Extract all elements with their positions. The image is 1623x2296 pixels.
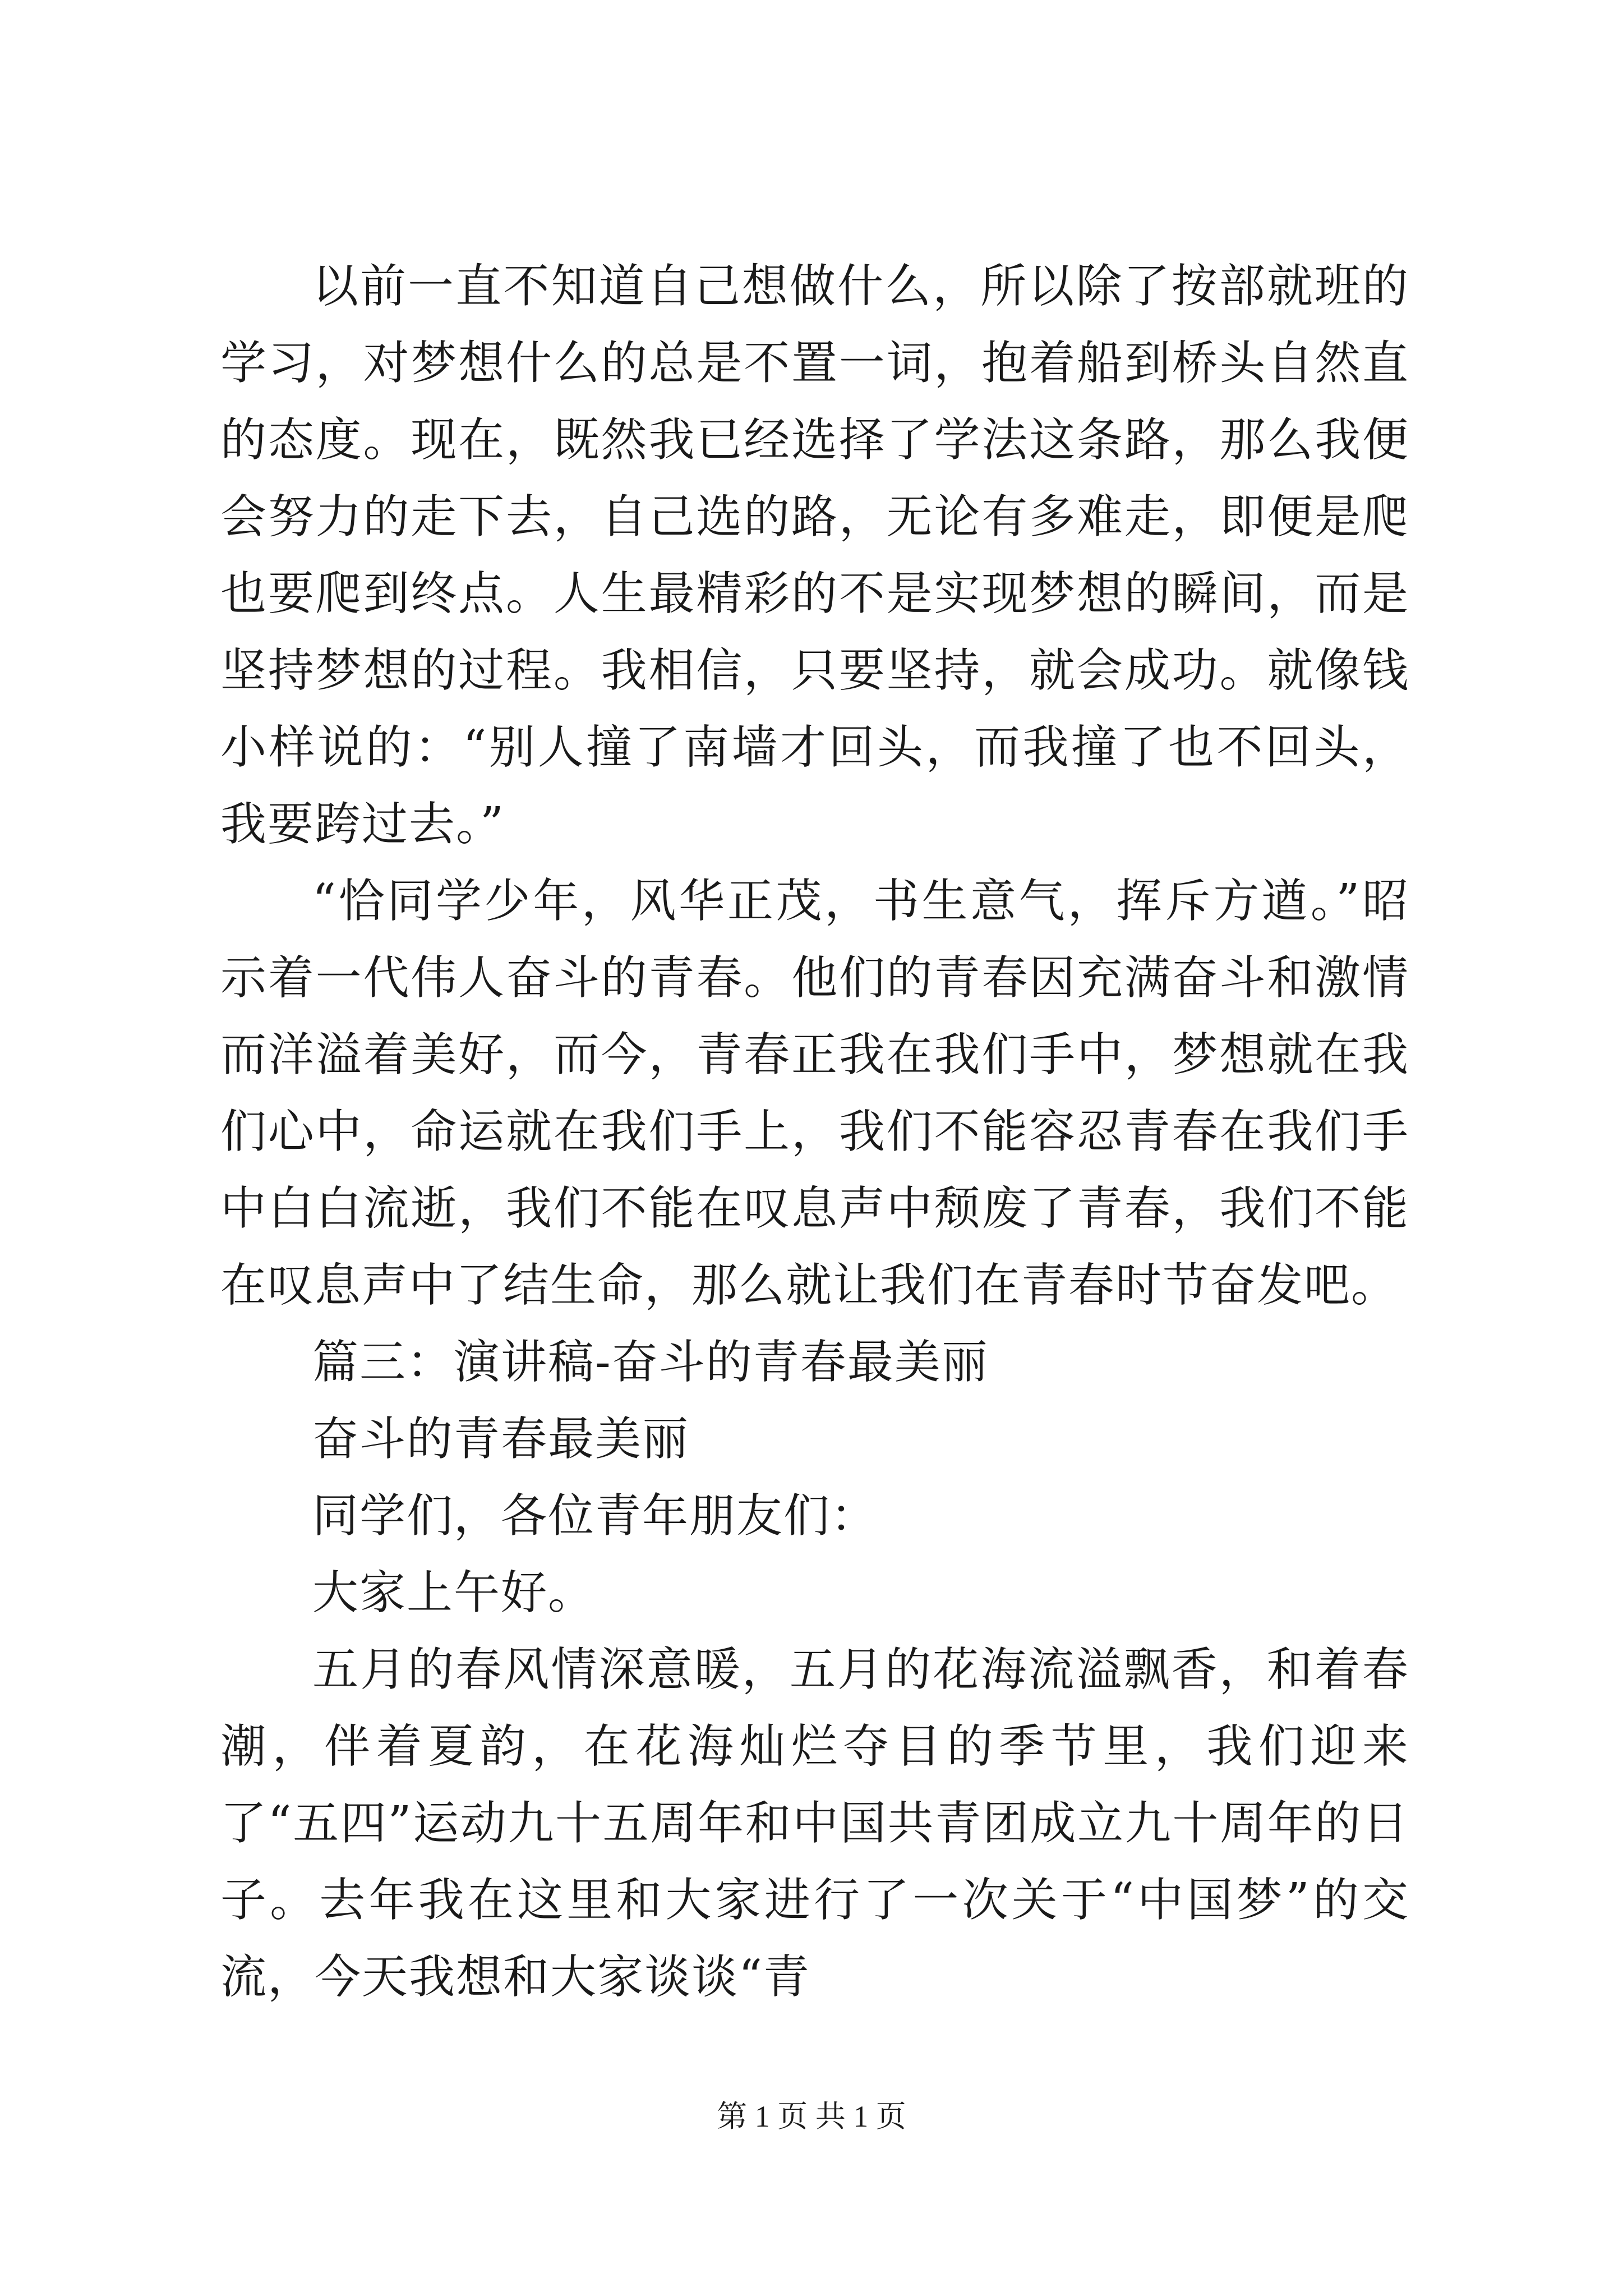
paragraph-youth-struggle: “恰同学少年，风华正茂，书生意气，挥斥方遒。”昭示着一代伟人奋斗的青春。他们的青春因充满奋斗和激情而洋溢着美好，而今，青春正我在我们手中，梦想就在我们心中，命运就在我们手上，我们不能容忍青春在我们手中白白流逝，我们不能在叹息声中颓废了青春，我们不能在叹息声中了结生命，那么就让我们在青春时节奋发吧。 bbox=[220, 875, 1409, 1312]
speech-title: 奋斗的青春最美丽 bbox=[312, 1412, 690, 1466]
document-body bbox=[220, 248, 1409, 2016]
greeting: 大家上午好。 bbox=[312, 1566, 596, 1619]
section-heading: 篇三：演讲稿-奋斗的青春最美丽 bbox=[312, 1336, 989, 1389]
salutation: 同学们，各位青年朋友们： bbox=[312, 1489, 878, 1543]
page-footer: 第 1 页 共 1 页 bbox=[717, 2100, 906, 2133]
paragraph-may-fourth: 五月的春风情深意暖，五月的花海流溢飘香，和着春潮，伴着夏韵，在花海灿烂夺目的季节里，我们迎来了“五四”运动九十五周年和中国共青团成立九十周年的日子。去年我在这里和大家进行了一次关于“中国梦”的交流，今天我想和大家谈谈“青 bbox=[220, 1643, 1409, 2004]
paragraph-dream-persistence: 以前一直不知道自己想做什么，所以除了按部就班的学习，对梦想什么的总是不置一词，抱着船到桥头自然直的态度。现在，既然我已经选择了学法这条路，那么我便会努力的走下去，自己选的路，无论有多难走，即便是爬也要爬到终点。人生最精彩的不是实现梦想的瞬间，而是坚持梦想的过程。我相信，只要坚持，就会成功。就像钱小样说的：“别人撞了南墙才回头，而我撞了也不回头，我要跨过去。” bbox=[220, 260, 1409, 851]
